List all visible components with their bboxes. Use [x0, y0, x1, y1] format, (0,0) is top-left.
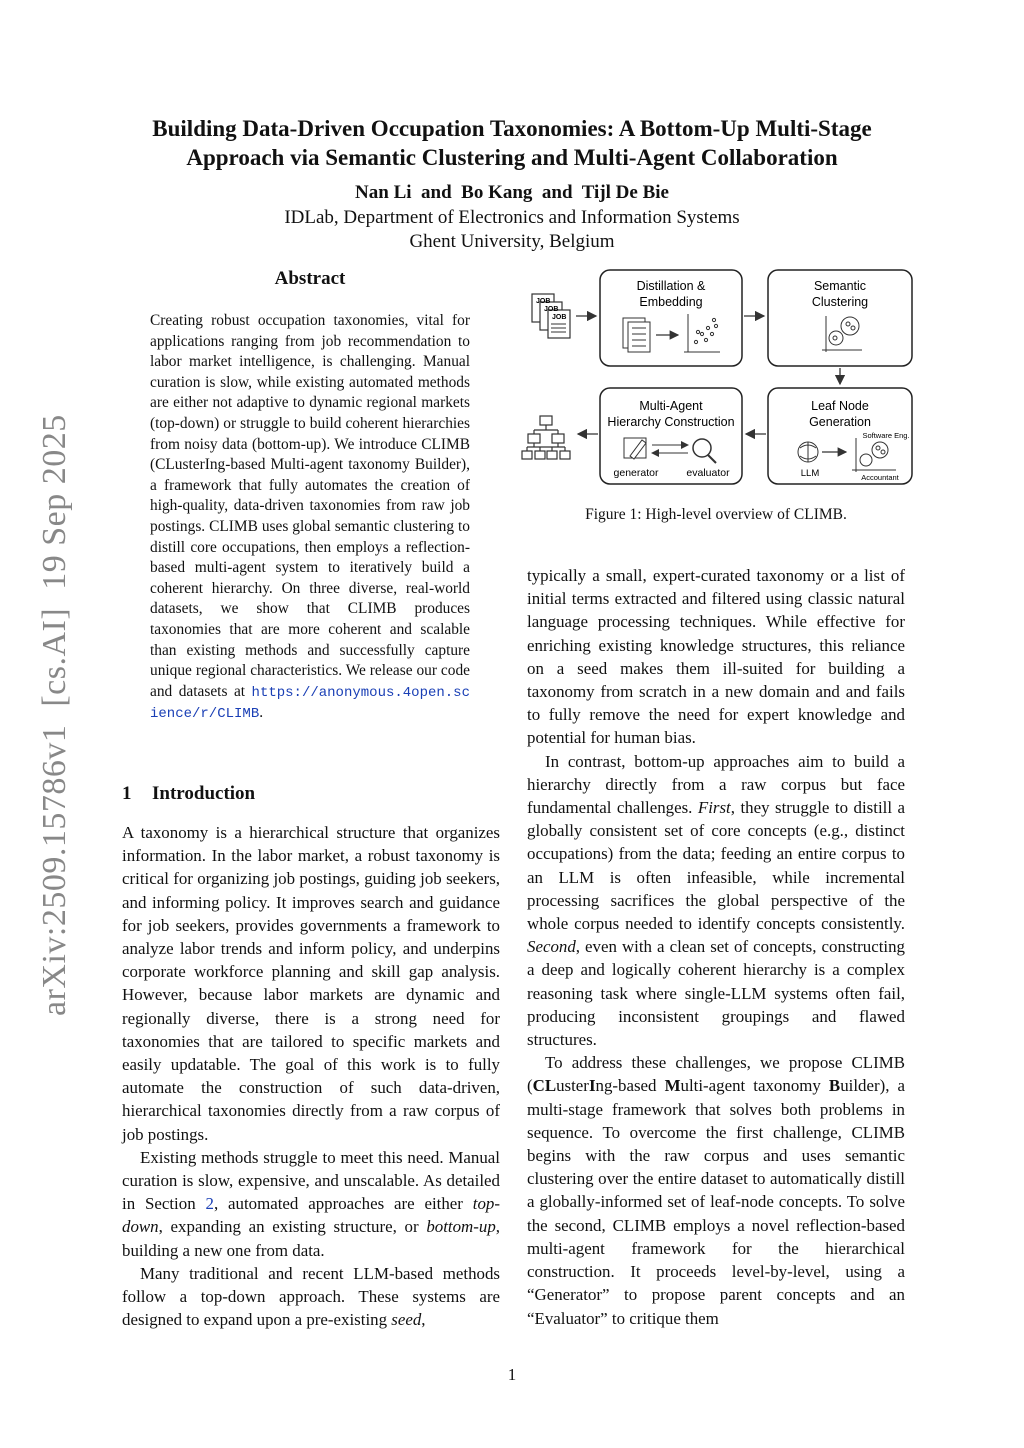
svg-text:Clustering: Clustering: [811, 295, 869, 309]
abstract-code-link[interactable]: https://anonymous.4open.science/r/CLIMB: [150, 684, 470, 723]
title-line-2: Approach via Semantic Clustering and Multi-Agent Collaboration: [186, 145, 838, 170]
svg-text:Leaf Node: Leaf Node: [811, 399, 869, 413]
svg-text:Embedding: Embedding: [639, 295, 703, 309]
abstract-body: [150, 311, 470, 725]
svg-text:JOB: JOB: [536, 298, 551, 305]
multi-agent-hierarchy-box: [600, 388, 742, 484]
abstract-text: Creating robust occupation taxonomies, vital for applications ranging from job recommendation to labor market intelligence, is challenging. Manual curation is slow, while existing automated methods are either not adaptive to dynamic regional markets (top-down) or struggle to build coherent hierarchies from noisy data (bottom-up). We introduce CLIMB (CLusterIng-based Multi-agent taxonomy Builder), a framework that fully automates the creation of high-quality, data-driven taxonomies from raw job postings. CLIMB uses global semantic clustering to distill core occupations, then employs a reflection-based multi-agent system to iteratively build a coherent hierarchy. On three diverse, real-world datasets, we show that CLIMB produces taxonomies that are more coherent and scalable than existing methods and successfully capture unique regional characteristics. We release our code and datasets at: [150, 312, 470, 700]
svg-text:Accountant: Accountant: [861, 473, 899, 482]
affiliation-line-2: Ghent University, Belgium: [409, 231, 615, 252]
abstract-heading: Abstract: [274, 268, 346, 289]
title-line-1: Building Data-Driven Occupation Taxonomies: A Bottom-Up Multi-Stage: [152, 116, 872, 141]
svg-text:LLM: LLM: [800, 468, 820, 479]
right-column: [527, 564, 905, 1330]
document-list-icon: [623, 318, 650, 352]
arxiv-id: arXiv:2509.15786v1 [cs.AI] 19 Sep 2025: [36, 414, 73, 1016]
svg-text:Distillation &: Distillation &: [636, 279, 706, 293]
paper-title: [60, 114, 964, 172]
figure-1-caption: Figure 1: High-level overview of CLIMB.: [585, 506, 847, 523]
affiliation: [60, 206, 964, 254]
figure-1-diagram: [520, 262, 920, 494]
svg-text:generator: generator: [613, 467, 659, 479]
svg-text:evaluator: evaluator: [686, 467, 730, 479]
left-column: [122, 821, 500, 1331]
intro-paragraph-6: To address these challenges, we propose CLIMB (CLusterIng-based Multi-agent taxonomy Builder), a multi-stage framework that solves both problems in sequence. To overcome the first challenge, CLIMB begins with the raw corpus and uses semantic clustering over the entire dataset to automatically distill a globally-informed set of leaf-node concepts. To solve the second, CLIMB employs a novel reflection-based multi-agent framework for the hierarchical construction. It proceeds level-by-level, using a “Generator” to propose parent concepts and an “Evaluator” to critique them: [527, 1053, 906, 1328]
distillation-embedding-box: [600, 270, 742, 366]
authors: Nan Li and Bo Kang and Tijl De Bie: [355, 182, 669, 203]
intro-paragraph-5: In contrast, bottom-up approaches aim to build a hierarchy directly from a raw corpus but face fundamental challenges. First, they struggle to distill a globally consistent set of core concepts (e.g., distinct occupations) from the data; feeding an entire corpus to an LLM is often infeasible, while incremental processing sacrifices the global perspective of the whole corpus needed to identify concepts consistently. Second, even with a clean set of concepts, constructing a deep and logically coherent hierarchy is a complex reasoning task where single-LLM systems often fail, producing inconsistent groupings and flawed structures.: [527, 751, 905, 1050]
affiliation-line-1: IDLab, Department of Electronics and Information Systems: [284, 207, 740, 228]
section-heading: [122, 783, 255, 805]
arxiv-stamp: [30, 414, 73, 1030]
svg-text:JOB: JOB: [552, 314, 567, 321]
page-number: 1: [507, 1365, 517, 1384]
intro-paragraph-4: typically a small, expert-curated taxonomy or a list of initial terms extracted and filtered using classic natural language processing techniques. While effective for enriching existing knowledge structures, this reliance on a seed makes them ill-suited for building a taxonomy from scratch in a new domain and and fails to fully remove the need for expert knowledge and potential for human bias.: [527, 566, 905, 748]
svg-text:Hierarchy Construction: Hierarchy Construction: [607, 415, 735, 429]
taxonomy-tree-icon: [522, 416, 570, 459]
svg-text:Generation: Generation: [809, 415, 871, 429]
svg-text:Software Eng.: Software Eng.: [862, 431, 910, 440]
svg-text:Semantic: Semantic: [813, 279, 867, 293]
section-number: 1: [122, 783, 132, 804]
svg-text:Multi-Agent: Multi-Agent: [639, 399, 703, 413]
leaf-node-generation-box: [768, 388, 912, 484]
job-documents-icon: [532, 294, 570, 338]
intro-paragraph-1: A taxonomy is a hierarchical structure that organizes information. In the labor market, a robust taxonomy is critical for organizing job postings, guiding job seekers, and informing policy. It improves search and guidance for job seekers, provides governments a framework to analyze labor trends and inform policy, and underpins corporate workforce planning and skill gap analysis. However, because labor markets are dynamic and regionally diverse, there is a strong need for taxonomies that are tailored to specific markets and easily updatable. The goal of this work is to fully automate the construction of such data-driven, hierarchical taxonomies directly from a raw corpus of job postings.: [122, 823, 500, 1144]
svg-text:JOB: JOB: [544, 306, 559, 313]
section-2-link[interactable]: 2: [205, 1194, 214, 1214]
abstract-end: .: [259, 704, 264, 722]
intro-paragraph-3: Many traditional and recent LLM-based methods follow a top-down approach. These systems are designed to expand upon a pre-existing seed,: [122, 1263, 500, 1330]
intro-paragraph-2: Existing methods struggle to meet this need. Manual curation is slow, expensive, and unscalable. As detailed in Section 2, automated approaches are either top-down, expanding an existing structure, or bottom-up, building a new one from data.: [122, 1147, 500, 1260]
semantic-clustering-box: [768, 270, 912, 366]
section-title: Introduction: [152, 783, 256, 804]
